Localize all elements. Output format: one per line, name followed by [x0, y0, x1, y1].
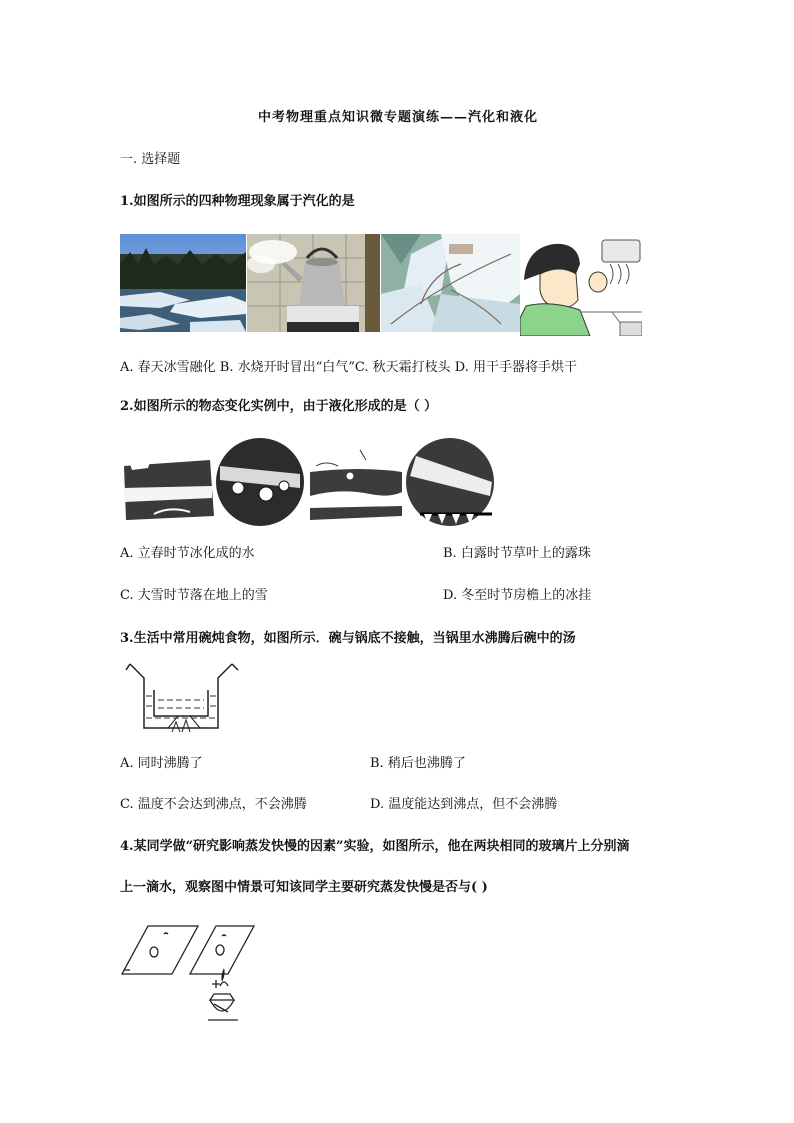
question-3-option-c: C. 温度不会达到沸点，不会沸腾: [120, 797, 307, 812]
q4-image-glass-plates-lamp: [120, 920, 256, 1026]
question-3-stem: 3.生活中常用碗炖食物，如图所示．碗与锅底不接触，当锅里水沸腾后碗中的汤: [120, 631, 576, 646]
question-4-stem-line2: 上一滴水，观察图中情景可知该同学主要研究蒸发快慢是否与( ): [120, 880, 488, 895]
question-4-stem-line1: 4.某同学做“研究影响蒸发快慢的因素”实验，如图所示，他在两块相同的玻璃片上分别滴: [120, 839, 630, 854]
question-2-option-d: D. 冬至时节房檐上的冰挂: [443, 588, 592, 603]
page-title: 中考物理重点知识微专题演练——汽化和液化: [258, 110, 539, 125]
section-heading: 一. 选择题: [120, 152, 181, 167]
question-1-options: A. 春天冰雪融化 B. 水烧开时冒出“白气”C. 秋天霜打枝头 D. 用干手器将手烘干: [120, 360, 577, 375]
question-3-option-d: D. 温度能达到沸点，但不会沸腾: [370, 797, 558, 812]
q1-image-kettle-steam: [247, 234, 380, 332]
q3-image-bowl-in-pot: [120, 658, 244, 736]
question-2-option-c: C. 大雪时节落在地上的雪: [120, 588, 268, 603]
q1-image-hand-dryer: [520, 234, 642, 336]
question-1-stem: 1.如图所示的四种物理现象属于汽化的是: [120, 194, 355, 209]
question-3-option-a: A. 同时沸腾了: [120, 756, 203, 771]
question-2-stem: 2.如图所示的物态变化实例中，由于液化形成的是（ ）: [120, 399, 438, 414]
question-3-option-b: B. 稍后也沸腾了: [370, 756, 466, 771]
question-2-option-b: B. 白露时节草叶上的露珠: [443, 546, 591, 561]
q2-image-four-circles: [120, 436, 498, 528]
q1-image-frost-branches: [381, 234, 520, 332]
question-2-option-a: A. 立春时节冰化成的水: [120, 546, 255, 561]
q1-image-melting-ice: [120, 234, 246, 332]
